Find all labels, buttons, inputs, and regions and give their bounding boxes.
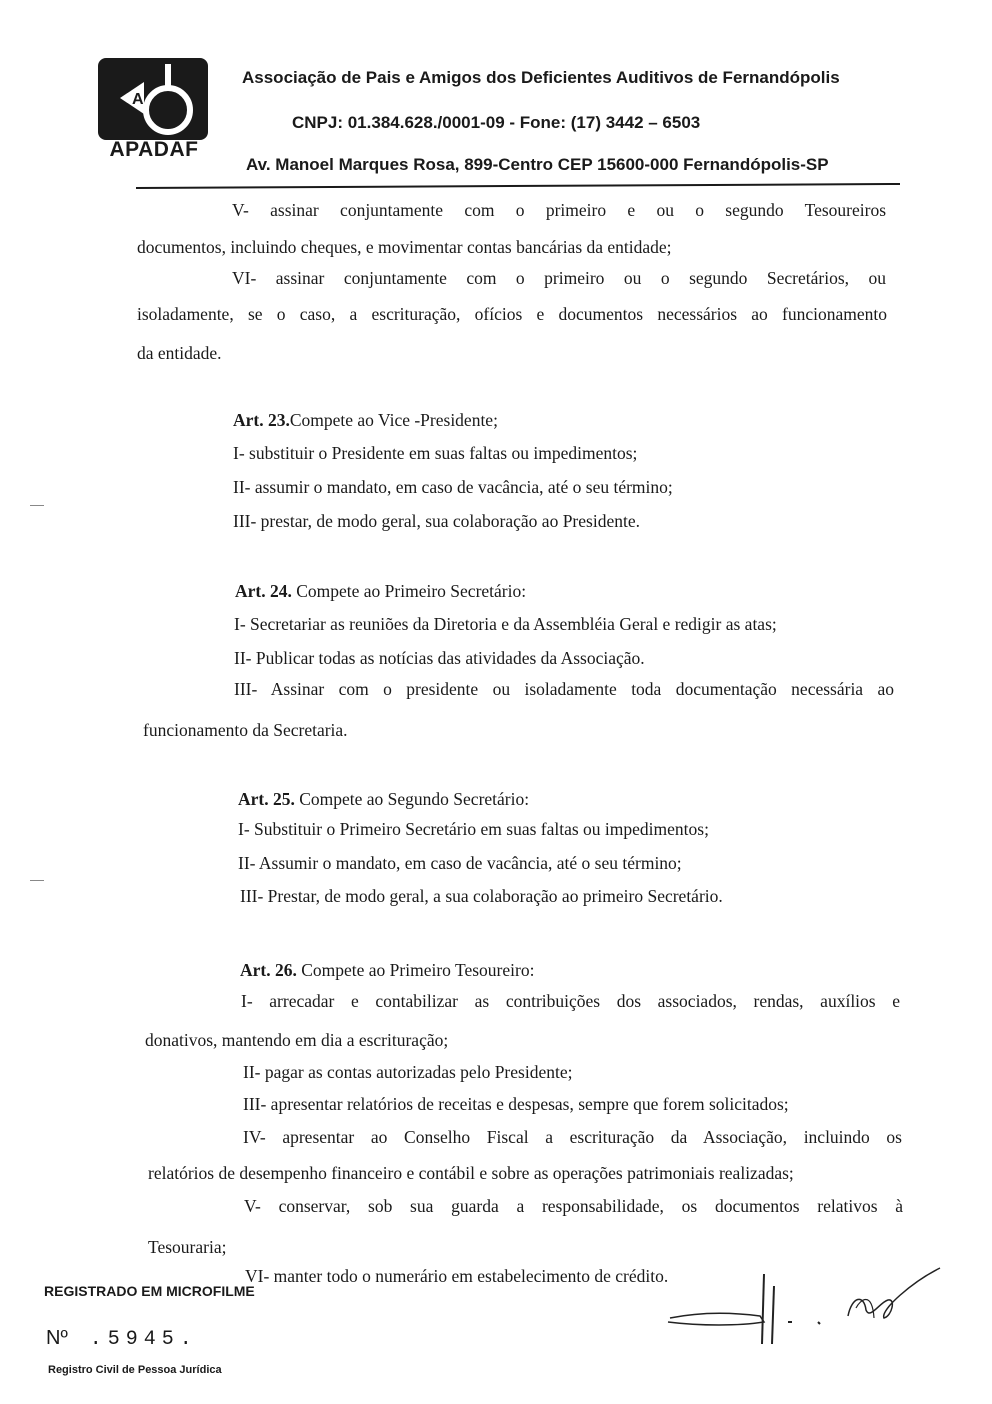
- list-item: II- pagar as contas autorizadas pelo Presidente;: [243, 1062, 573, 1082]
- list-item: III- apresentar relatórios de receitas e despesas, sempre que forem solicitados;: [243, 1094, 789, 1114]
- list-item: II- assumir o mandato, em caso de vacância, até o seu término;: [233, 477, 673, 497]
- list-item: III- Assinar com o presidente ou isoladamente toda documentação necessária ao: [234, 679, 894, 699]
- logo-emblem: [98, 58, 208, 140]
- list-item: II- Publicar todas as notícias das atividades da Associação.: [234, 648, 645, 668]
- apadaf-logo: [94, 58, 214, 166]
- org-name: Associação de Pais e Amigos dos Deficientes Auditivos de Fernandópolis: [242, 68, 840, 87]
- number-value: .5945.: [89, 1328, 198, 1351]
- handwritten-signature: [660, 1260, 950, 1350]
- list-item: funcionamento da Secretaria.: [143, 720, 348, 740]
- logo-ear-icon: [98, 58, 208, 140]
- list-item: IV- apresentar ao Conselho Fiscal a escrituração da Associação, incluindo os: [243, 1127, 902, 1147]
- address: Av. Manoel Marques Rosa, 899-Centro CEP 15600-000 Fernandópolis-SP: [246, 155, 829, 174]
- list-item: donativos, mantendo em dia a escrituração;: [145, 1030, 449, 1050]
- paragraph-line: documentos, incluindo cheques, e movimentar contas bancárias da entidade;: [137, 237, 672, 257]
- paragraph-line: VI- assinar conjuntamente com o primeiro ou o segundo Secretários, ou: [232, 268, 886, 288]
- paragraph-line: da entidade.: [137, 343, 222, 363]
- list-item: I- Substituir o Primeiro Secretário em suas faltas ou impedimentos;: [238, 819, 709, 839]
- cnpj-phone: CNPJ: 01.384.628./0001-09 - Fone: (17) 3442 – 6503: [292, 113, 701, 132]
- list-item: VI- manter todo o numerário em estabelecimento de crédito.: [245, 1266, 669, 1286]
- paragraph-line: isoladamente, se o caso, a escrituração, ofícios e documentos necessários ao funcionamento: [137, 304, 887, 324]
- list-item: I- arrecadar e contabilizar as contribuições dos associados, rendas, auxílios e: [241, 991, 900, 1011]
- svg-text:A: A: [132, 91, 144, 108]
- list-item: I- substituir o Presidente em suas faltas ou impedimentos;: [233, 443, 638, 463]
- list-item: V- conservar, sob sua guarda a responsabilidade, os documentos relativos à: [244, 1196, 903, 1216]
- article-label: Art. 26.: [240, 960, 297, 980]
- article-24-heading: [235, 581, 526, 602]
- article-26-heading: [240, 960, 534, 981]
- article-title: Compete ao Primeiro Secretário:: [291, 581, 527, 601]
- list-item: Tesouraria;: [148, 1237, 227, 1257]
- article-label: Art. 24.: [235, 581, 292, 601]
- article-title: Compete ao Primeiro Tesoureiro:: [296, 960, 535, 980]
- microfilm-stamp: REGISTRADO EM MICROFILME: [44, 1283, 255, 1299]
- scan-mark: [30, 505, 44, 506]
- list-item: relatórios de desempenho financeiro e contábil e sobre as operações patrimoniais realizadas;: [148, 1163, 794, 1183]
- list-item: I- Secretariar as reuniões da Diretoria e da Assembléia Geral e redigir as atas;: [234, 614, 777, 634]
- list-item: II- Assumir o mandato, em caso de vacância, até o seu término;: [238, 853, 682, 873]
- list-item: III- prestar, de modo geral, sua colaboração ao Presidente.: [233, 511, 640, 531]
- article-title: Compete ao Vice -Presidente;: [289, 410, 498, 430]
- registration-number: [46, 1327, 198, 1351]
- paragraph-line: V- assinar conjuntamente com o primeiro e ou o segundo Tesoureiros: [232, 200, 886, 220]
- registry-stamp: Registro Civil de Pessoa Jurídica: [48, 1364, 222, 1376]
- header-divider: [136, 183, 900, 189]
- list-item: III- Prestar, de modo geral, a sua colaboração ao primeiro Secretário.: [240, 886, 723, 906]
- article-label: Art. 25.: [238, 789, 295, 809]
- scan-mark: [30, 880, 44, 881]
- article-25-heading: [238, 789, 529, 810]
- article-label: Art. 23.: [233, 410, 290, 430]
- article-title: Compete ao Segundo Secretário:: [294, 789, 530, 809]
- article-23-heading: [233, 410, 498, 431]
- number-label: Nº: [46, 1327, 68, 1349]
- logo-text: APADAF: [109, 138, 199, 161]
